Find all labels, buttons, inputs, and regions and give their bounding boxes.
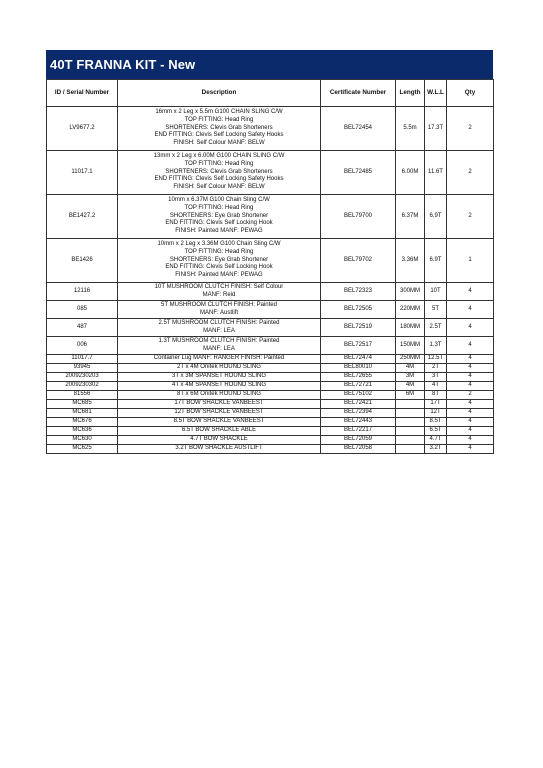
table-row: [47, 301, 494, 319]
cell-length: [396, 409, 425, 418]
cell-qty: 1: [447, 239, 494, 283]
cell-id: 12116: [47, 283, 118, 301]
description-line: 13mm x 2 Leg x 6.00M G100 CHAIN SLING C/W: [153, 153, 285, 160]
cell-length: 220MM: [396, 301, 425, 319]
cell-certificate: BEL72217: [321, 427, 396, 436]
cell-id: MC681: [47, 409, 118, 418]
cell-qty: 2: [447, 107, 494, 151]
cell-description: [118, 283, 321, 301]
cell-qty: 2: [447, 151, 494, 195]
table-row: [47, 151, 494, 195]
cell-certificate: BEL72505: [321, 301, 396, 319]
cell-certificate: BEL79700: [321, 195, 396, 239]
cell-wll: 6.9T: [425, 239, 447, 283]
description-line: FINISH: Painted MANF: PEWAG: [175, 272, 263, 279]
cell-wll: 17.3T: [425, 107, 447, 151]
cell-description: [118, 409, 321, 418]
cell-certificate: BEL72421: [321, 400, 396, 409]
cell-certificate: BEL72058: [321, 445, 396, 454]
equipment-sheet: [46, 50, 493, 454]
cell-description: [118, 436, 321, 445]
description-line: 1.3T MUSHROOM CLUTCH FINISH: Painted: [158, 337, 280, 344]
description-line: Container Lug MANF: RANGER FINISH: Painted: [153, 355, 285, 362]
description-line: 10mm x 2 Leg x 3.36M G100 Chain Sling C/W: [157, 241, 281, 248]
cell-length: 6.37M: [396, 195, 425, 239]
cell-length: 150MM: [396, 337, 425, 355]
cell-wll: 12T: [425, 409, 447, 418]
cell-id: MC636: [47, 427, 118, 436]
cell-wll: 2.5T: [425, 319, 447, 337]
cell-id: MC685: [47, 400, 118, 409]
description-line: TOP FITTING: Head Ring: [184, 160, 254, 167]
cell-certificate: BEL72474: [321, 355, 396, 364]
cell-length: 4M: [396, 364, 425, 373]
cell-qty: 4: [447, 418, 494, 427]
cell-wll: 5T: [425, 301, 447, 319]
cell-description: [118, 373, 321, 382]
description-line: 12T BOW SHACKLE VANBEEST: [174, 409, 264, 416]
cell-id: MC625: [47, 445, 118, 454]
cell-description: [118, 400, 321, 409]
cell-wll: 6.9T: [425, 195, 447, 239]
cell-id: 2009230302: [47, 382, 118, 391]
table-row: [47, 355, 494, 364]
cell-description: [118, 337, 321, 355]
description-line: 8.5T BOW SHACKLE VANBEEST: [173, 418, 265, 425]
cell-wll: 11.6T: [425, 151, 447, 195]
cell-certificate: BEL72485: [321, 151, 396, 195]
description-line: END FITTING: Clevis Self Locking Safety Hooks: [154, 176, 284, 183]
table-row: [47, 239, 494, 283]
cell-wll: 12.5T: [425, 355, 447, 364]
cell-description: [118, 301, 321, 319]
cell-length: 5.5m: [396, 107, 425, 151]
cell-certificate: BEL72323: [321, 283, 396, 301]
cell-wll: 17T: [425, 400, 447, 409]
cell-qty: 4: [447, 364, 494, 373]
cell-id: 085: [47, 301, 118, 319]
cell-qty: 4: [447, 400, 494, 409]
cell-length: [396, 436, 425, 445]
cell-qty: 4: [447, 373, 494, 382]
cell-id: 11017.1: [47, 151, 118, 195]
cell-certificate: BEL72517: [321, 337, 396, 355]
table-row: [47, 427, 494, 436]
cell-id: 487: [47, 319, 118, 337]
cell-description: [118, 355, 321, 364]
description-line: MANF: LEA: [203, 345, 235, 352]
cell-id: 11017.7: [47, 355, 118, 364]
cell-qty: 4: [447, 319, 494, 337]
cell-certificate: BEL80010: [321, 364, 396, 373]
cell-wll: 6.5T: [425, 427, 447, 436]
cell-length: 180MM: [396, 319, 425, 337]
column-header-id: ID / Serial Number: [47, 80, 118, 107]
description-line: TOP FITTING: Head Ring: [184, 204, 254, 211]
cell-description: [118, 239, 321, 283]
table-row: [47, 337, 494, 355]
cell-id: MC676: [47, 418, 118, 427]
description-line: MANF: LEA: [203, 327, 235, 334]
description-line: MANF: Austlift: [199, 309, 238, 316]
cell-certificate: BEL72721: [321, 382, 396, 391]
cell-length: [396, 400, 425, 409]
table-row: [47, 107, 494, 151]
description-line: 5T MUSHROOM CLUTCH FINISH: Painted: [161, 301, 277, 308]
column-header-description: Description: [118, 80, 321, 107]
cell-description: [118, 382, 321, 391]
description-line: 4.7T BOW SHACKLE: [190, 436, 248, 443]
description-line: SHORTENERS: Eye Grab Shortener: [169, 212, 269, 219]
cell-qty: 4: [447, 283, 494, 301]
cell-id: BE1426: [47, 239, 118, 283]
table-header-row: [47, 80, 494, 107]
table-row: [47, 400, 494, 409]
cell-certificate: BEL72059: [321, 436, 396, 445]
description-line: FINISH: Self Colour MANF: BELW: [173, 184, 265, 191]
description-line: 2.5T MUSHROOM CLUTCH FINISH: Painted: [158, 319, 280, 326]
cell-wll: 4T: [425, 382, 447, 391]
description-line: SHORTENERS: Clevis Grab Shorteners: [165, 168, 273, 175]
cell-id: 93945: [47, 364, 118, 373]
cell-certificate: BEL79702: [321, 239, 396, 283]
cell-wll: 1.3T: [425, 337, 447, 355]
description-line: END FITTING: Clevis Self Locking Safety Hooks: [154, 132, 284, 139]
cell-length: [396, 445, 425, 454]
cell-qty: 4: [447, 409, 494, 418]
cell-description: [118, 151, 321, 195]
cell-id: LV9677.2: [47, 107, 118, 151]
cell-id: 2009230203: [47, 373, 118, 382]
table-row: [47, 418, 494, 427]
cell-wll: 2T: [425, 364, 447, 373]
table-row: [47, 436, 494, 445]
cell-wll: 8T: [425, 391, 447, 400]
column-header-qty: Qty: [447, 80, 494, 107]
cell-certificate: BEL72443: [321, 418, 396, 427]
cell-qty: 4: [447, 355, 494, 364]
title-bar: [46, 50, 493, 79]
cell-description: [118, 319, 321, 337]
cell-length: 300MM: [396, 283, 425, 301]
table-row: [47, 283, 494, 301]
cell-description: [118, 391, 321, 400]
cell-wll: 4.7T: [425, 436, 447, 445]
description-line: MANF: Reid: [202, 291, 236, 298]
column-header-length: Length: [396, 80, 425, 107]
table-row: [47, 409, 494, 418]
cell-description: [118, 364, 321, 373]
description-line: 10mm x 6.37M G100 Chain Sling C/W: [168, 197, 270, 204]
cell-wll: 3T: [425, 373, 447, 382]
equipment-table: [46, 79, 494, 454]
description-line: END FITTING: Clevis Self Locking Hook: [165, 264, 273, 271]
page-title: 40T FRANNA KIT - New: [50, 57, 196, 72]
cell-id: 006: [47, 337, 118, 355]
cell-qty: 4: [447, 436, 494, 445]
cell-certificate: BEL72394: [321, 409, 396, 418]
description-line: 2T x 4M Onitek ROUND SLING: [177, 364, 261, 371]
cell-length: 6.00M: [396, 151, 425, 195]
description-line: TOP FITTING: Head Ring: [184, 116, 254, 123]
cell-length: [396, 427, 425, 436]
cell-qty: 2: [447, 391, 494, 400]
column-header-wll: W.L.L: [425, 80, 447, 107]
description-line: SHORTENERS: Eye Grab Shortener: [169, 256, 269, 263]
table-row: [47, 373, 494, 382]
description-line: FINISH: Self Colour MANF: BELW: [173, 140, 265, 147]
cell-qty: 4: [447, 445, 494, 454]
table-row: [47, 445, 494, 454]
description-line: FINISH: Painted MANF: PEWAG: [175, 228, 263, 235]
cell-qty: 4: [447, 382, 494, 391]
cell-certificate: BEL75102: [321, 391, 396, 400]
cell-description: [118, 445, 321, 454]
cell-wll: 3.2T: [425, 445, 447, 454]
description-line: 4T x 4M SPANSET ROUND SLING: [171, 382, 267, 389]
description-line: TOP FITTING: Head Ring: [184, 248, 254, 255]
column-header-certificate: Certificate Number: [321, 80, 396, 107]
description-line: 16mm x 2 Leg x 5.5m G100 CHAIN SLING C/W: [155, 109, 283, 116]
cell-id: 81556: [47, 391, 118, 400]
cell-length: 3M: [396, 373, 425, 382]
cell-id: MC630: [47, 436, 118, 445]
description-line: 10T MUSHROOM CLUTCH FINISH: Self Colour: [154, 283, 284, 290]
cell-length: [396, 418, 425, 427]
table-row: [47, 319, 494, 337]
description-line: 3.2T BOW SHACKLE AUSTLIFT: [175, 445, 263, 452]
cell-description: [118, 107, 321, 151]
cell-certificate: BEL72655: [321, 373, 396, 382]
cell-length: 250MM: [396, 355, 425, 364]
cell-qty: 4: [447, 301, 494, 319]
description-line: 3T x 3M SPANSET ROUND SLING: [171, 373, 267, 380]
cell-wll: 10T: [425, 283, 447, 301]
table-row: [47, 382, 494, 391]
description-line: 8T x 6M Onitek ROUND SLING: [177, 391, 261, 398]
cell-length: 6M: [396, 391, 425, 400]
table-row: [47, 391, 494, 400]
cell-id: BE1427.2: [47, 195, 118, 239]
cell-description: [118, 418, 321, 427]
cell-qty: 4: [447, 427, 494, 436]
cell-qty: 4: [447, 337, 494, 355]
cell-length: 3.36M: [396, 239, 425, 283]
cell-length: 4M: [396, 382, 425, 391]
description-line: SHORTENERS: Clevis Grab Shorteners: [165, 124, 273, 131]
table-row: [47, 195, 494, 239]
cell-qty: 2: [447, 195, 494, 239]
description-line: 17T BOW SHACKLE VANBEEST: [174, 400, 264, 407]
description-line: END FITTING: Clevis Self Locking Hook: [165, 220, 273, 227]
cell-certificate: BEL72454: [321, 107, 396, 151]
cell-certificate: BEL72519: [321, 319, 396, 337]
cell-description: [118, 195, 321, 239]
description-line: 6.5T BOW SHACKLE ABLE: [181, 427, 257, 434]
cell-description: [118, 427, 321, 436]
cell-wll: 8.5T: [425, 418, 447, 427]
table-row: [47, 364, 494, 373]
